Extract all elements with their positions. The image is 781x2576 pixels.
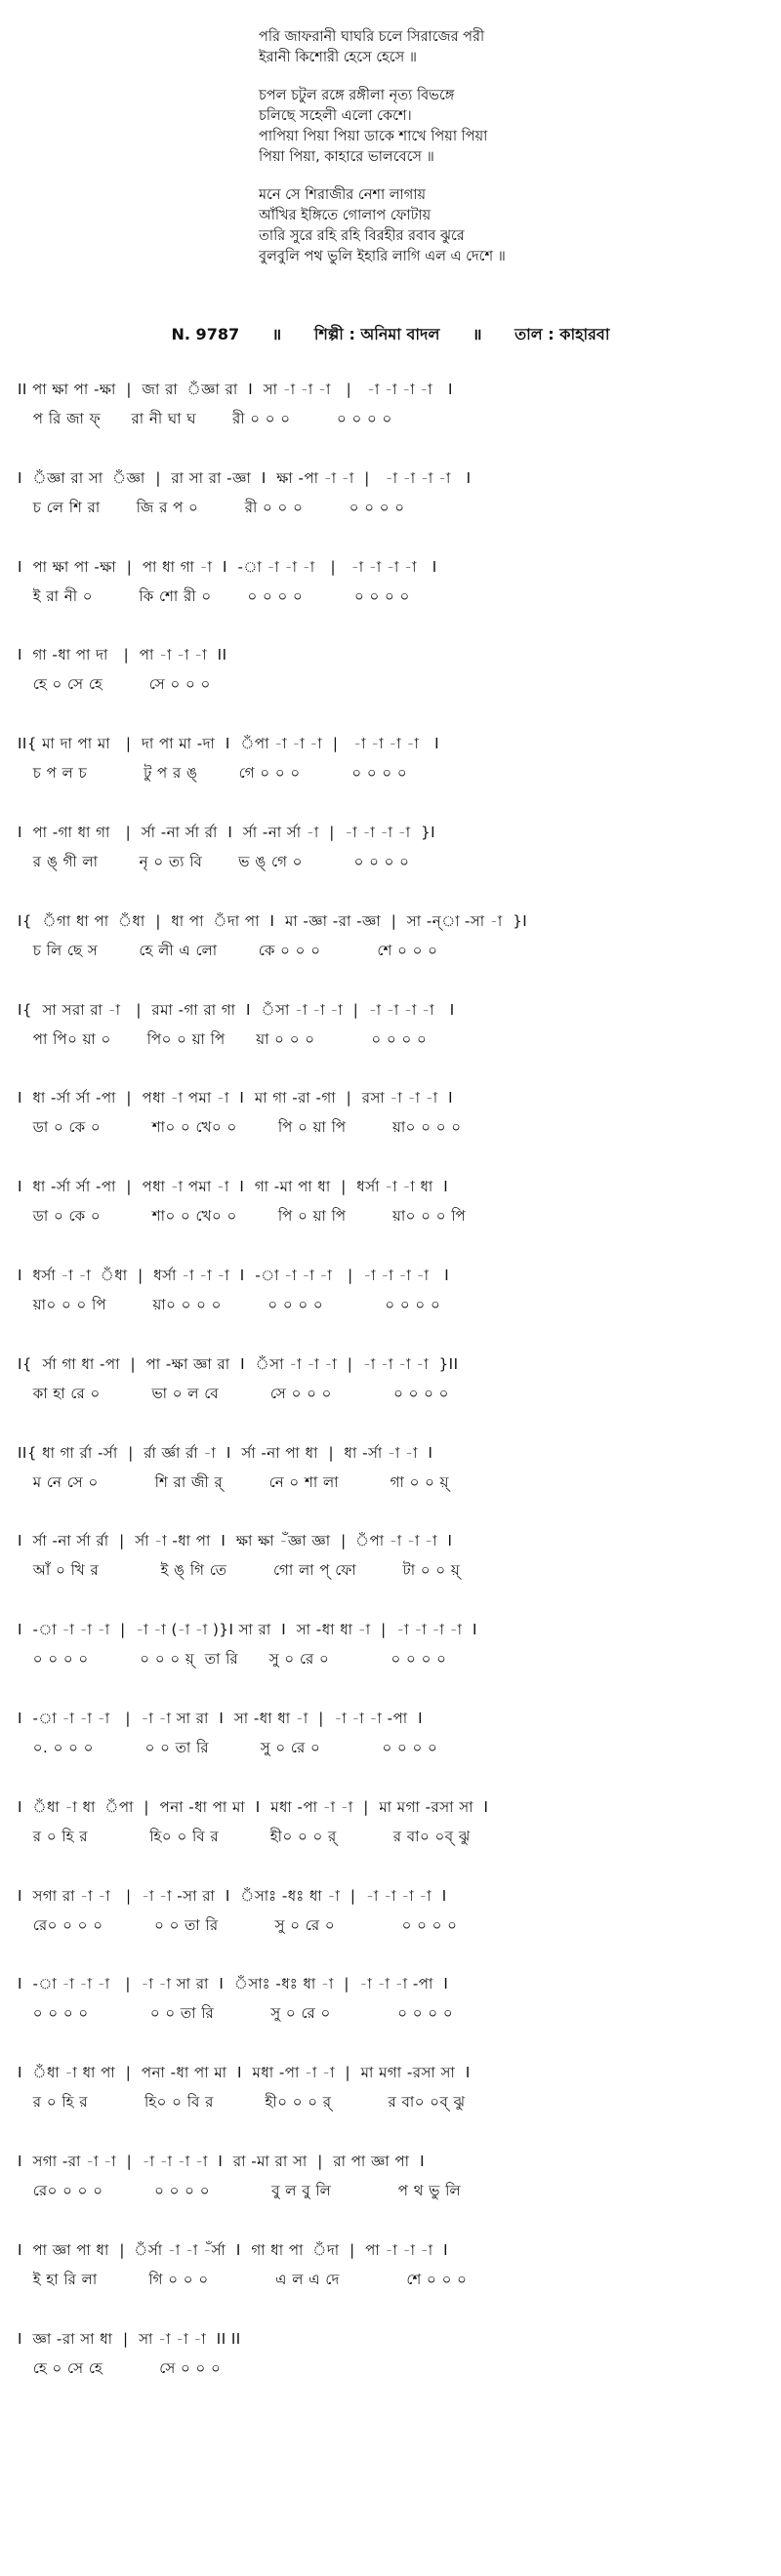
notes-line: I গা -ধা পা দা | পা -া -া -া II [18, 646, 227, 664]
notes-line: I ধা -র্সা র্সা -পা | পধা -া পমা -া I গা -মা পা ধা | ধর্সা -া -া ধা I [18, 1178, 449, 1196]
tala-label: তাল : কাহারবা [514, 325, 610, 343]
lyrics-stanza-1 [259, 27, 727, 68]
notation-row [18, 999, 769, 1088]
words-line: র ০ হি র হি০ ০ বি র হী০ ০ ০ র্ র বা০ ০ব্ ঝু [18, 1827, 471, 1845]
notes-line: I র্সা -না র্সা র্রা | র্সা -া -ধা পা I ক্ষা ক্ষা -ঁজ্ঞা জ্ঞা | ঁপা -া -া -া I [18, 1532, 453, 1550]
notes-line: I ঁধা -া ধা ঁপা | পনা -ধা পা মা I মধা -পা -া -া | মা মগা -রসা সা I [18, 1797, 489, 1816]
words-line: আঁ ০ খি র ই ঙ্ গি তে গো লা প্ ফো টা ০ ০ য়্ [18, 1561, 461, 1580]
words-line: ০ ০ ০ ০ ০ ০ তা রি সু ০ রে ০ ০ ০ ০ ০ [18, 2004, 454, 2023]
notation-row [18, 1530, 769, 1619]
notes-line: I ধর্সা -া -া ঁধা | ধর্সা -া -া -া I -া -া -া -া | -া -া -া -া I [18, 1266, 450, 1284]
words-line: ডা ০ কে ০ শা০ ০ খে০ ০ পি ০ য়া পি য়া০ ০ ০ পি [18, 1207, 467, 1226]
lyrics-stanza-2 [259, 86, 727, 168]
words-line: ডা ০ কে ০ শা০ ০ খে০ ০ পি ০ য়া পি য়া০ ০ ০ ০ [18, 1118, 462, 1137]
lyric-line: ইরানী কিশোরী হেসে হেসে ॥ [259, 50, 418, 65]
words-line: রে০ ০ ০ ০ ০ ০ তা রি সু ০ রে ০ ০ ০ ০ ০ [18, 1915, 458, 1934]
words-line: ০ ০ ০ ০ ০ ০ ০ য়্ তা রি সু ০ রে ০ ০ ০ ০ ০ [18, 1650, 447, 1669]
notation-row [18, 822, 769, 910]
notation-row [18, 2328, 769, 2417]
words-line: র ০ হি র হি০ ০ বি র হী০ ০ ০ র্ র বা০ ০ব্ ঝু [18, 2093, 466, 2112]
notes-line: II{ ধা গা র্রা -র্সা | র্রা র্জ্ঞা র্রা -া I র্সা -না পা ধা | ধা -র্সা -া -া I [18, 1443, 433, 1462]
notes-line: I ঁজ্ঞা রা সা ঁজ্ঞা | রা সা রা -জ্ঞা I ক্ষা -পা -া -া | -া -া -া -া I [18, 468, 472, 487]
words-line: ম নে সে ০ শি রা জী র্ নে ০ শা লা গা ০ ০ য়্ [18, 1472, 449, 1491]
notes-line: I ঁধা -া ধা পা | পনা -ধা পা মা I মধা -পা -া -া | মা মগা -রসা সা I [18, 2064, 471, 2082]
notes-line: I{ সা সরা রা -া | রমা -গা রা গা I ঁসা -া -া -া | -া -া -া -া I [18, 1000, 455, 1019]
notes-line: I ধা -র্সা র্সা -পা | পধা -া পমা -া I মা গা -রা -গা | রসা -া -া -া I [18, 1089, 454, 1107]
words-line: ০. ০ ০ ০ ০ ০ তা রি সু ০ রে ০ ০ ০ ০ ০ [18, 1738, 438, 1756]
notes-line: II{ মা দা পা মা | দা পা মা -দা I ঁপা -া -া -া | -া -া -া -া I [18, 735, 440, 753]
words-line: চ প ল চ টু প র ঙ্ গে ০ ০ ০ ০ ০ ০ ০ [18, 764, 408, 783]
notation-rows [18, 379, 769, 2416]
notes-line: I -া -া -া -া | -া -া সা রা I ঁসাঃ -ধঃ ধা -া | -া -া -া -পা I [18, 1975, 449, 1993]
notes-line: I সগা -রা -া -া | -া -া -া -া I রা -মা রা সা | রা পা জ্ঞা পা I [18, 2152, 425, 2170]
lyric-line: পিয়া পিয়া, কাহারে ভালবেসে ॥ [259, 149, 434, 165]
notes-line: II পা ক্ষা পা -ক্ষা | জা রা ঁজ্ঞা রা I সা -া -া -া | -া -া -া -া I [18, 381, 453, 398]
lyric-line: পরি জাফরানী ঘাঘরি চলে সিরাজের পরী [259, 29, 485, 45]
notation-row [18, 2062, 769, 2151]
words-line: চ লে শি রা জি র প ০ রী ০ ০ ০ ০ ০ ০ ০ [18, 498, 405, 516]
notation-row [18, 1708, 769, 1796]
notation-row [18, 1176, 769, 1265]
notes-line: I -া -া -া -া | -া -া সা রা I সা -ধা ধা -া | -া -া -া -পা I [18, 1709, 424, 1727]
notes-line: I{ ঁগা ধা পা ঁধা | ধা পা ঁদা পা I মা -জ্ঞা -রা -জ্ঞা | সা -ন্‌া -সা -া }I [18, 911, 528, 930]
notation-row [18, 1087, 769, 1176]
lyric-line: মনে সে শিরাজীর নেশা লাগায় [259, 187, 427, 203]
lyrics-stanza-3 [259, 185, 727, 267]
words-line: কা হা রে ০ ভা ০ ল বে সে ০ ০ ০ ০ ০ ০ ০ [18, 1384, 449, 1402]
notation-row [18, 1265, 769, 1353]
song-number: N. 9787 [171, 325, 240, 343]
notation-row [18, 2151, 769, 2239]
words-line: হে ০ সে হে সে ০ ০ ০ [18, 675, 211, 694]
lyrics-block [259, 27, 727, 285]
words-line: ই হা রি লা গি ০ ০ ০ এ ল এ দে শে ০ ০ ০ [18, 2270, 468, 2288]
notes-line: I জ্ঞা -রা সা ধা | সা -া -া -া II II [18, 2329, 241, 2348]
words-line: চ লি ছে স হে লী এ লো কে ০ ০ ০ শে ০ ০ ০ [18, 941, 438, 959]
artist-label: শিল্পী : অনিমা বাদল [313, 325, 440, 343]
words-line: য়া০ ০ ০ পি য়া০ ০ ০ ০ ০ ০ ০ ০ ০ ০ ০ ০ [18, 1295, 441, 1313]
notes-line: I পা জ্ঞা পা ধা | ঁর্সা -া -া -ঁর্সা I গা ধা পা ঁদা | পা -া -া -া I [18, 2240, 449, 2259]
lyric-line: তারি সুরে রহি রহি বিরহীর রবাব ঝুরে [259, 228, 465, 244]
notation-row [18, 1442, 769, 1531]
notes-line: I -া -া -া -া | -া -া (-া -া )}I সা রা I সা -ধা ধা -া | -া -া -া -া I [18, 1621, 477, 1639]
words-line: হে ০ সে হে সে ০ ০ ০ [18, 2358, 222, 2377]
notation-row [18, 910, 769, 999]
lyric-line: চপল চটুল রঙ্গে রঙ্গীলা নৃত্য বিভঙ্গে [259, 88, 455, 103]
notation-row [18, 733, 769, 822]
notes-line: I সগা রা -া -া | -া -া -সা রা I ঁসাঃ -ধঃ ধা -া | -া -া -া -া I [18, 1886, 447, 1905]
notes-line: I পা -গা ধা গা | র্সা -না র্সা র্রা I র্সা -না র্সা -া | -া -া -া -া }I [18, 823, 436, 841]
words-line: পা পি০ য়া ০ পি০ ০ য়া পি য়া ০ ০ ০ ০ ০ ০ ০ [18, 1029, 428, 1048]
lyric-line: চলিছে সহেলী এলো কেশে। [259, 108, 412, 124]
words-line: র ঙ্ গী লা নৃ ০ ত্য বি ভ ঙ্ গে ০ ০ ০ ০ ০ [18, 852, 410, 870]
lyric-line: বুলবুলি পথ ভুলি ইহারি লাগি এল এ দেশে ॥ [259, 249, 506, 264]
separator: ॥ [472, 325, 482, 343]
notes-line: I{ র্সা গা ধা -পা | পা -ক্ষা জ্ঞা রা I ঁসা -া -া -া | -া -া -া -া }II [18, 1354, 459, 1373]
notation-row [18, 1796, 769, 1885]
words-line: রে০ ০ ০ ০ ০ ০ ০ ০ বু ল বু লি প থ ভু লি [18, 2181, 462, 2199]
lyric-line: আঁখির ইঙ্গিতে গোলাপ ফোটায় [259, 208, 432, 223]
notes-line: I পা ক্ষা পা -ক্ষা | পা ধা গা -া I -া -া -া -া | -া -া -া -া I [18, 557, 437, 576]
notation-row [18, 1885, 769, 1974]
separator: ॥ [271, 325, 282, 343]
words-line: প রি জা ফ্ রা নী ঘা ঘ রী ০ ০ ০ ০ ০ ০ ০ [18, 410, 392, 427]
notation-row [18, 467, 769, 556]
notation-row [18, 1619, 769, 1708]
notation-row [18, 644, 769, 733]
notation-row [18, 1353, 769, 1442]
notation-row [18, 379, 769, 467]
words-line: ই রা নী ০ কি শো রী ০ ০ ০ ০ ০ ০ ০ ০ ০ [18, 586, 410, 605]
notation-header [0, 322, 781, 348]
notation-row [18, 556, 769, 645]
notation-row [18, 2239, 769, 2328]
lyric-line: পাপিয়া পিয়া পিয়া ডাকে শাখে পিয়া পিয়া [259, 129, 488, 144]
notation-row [18, 1973, 769, 2062]
